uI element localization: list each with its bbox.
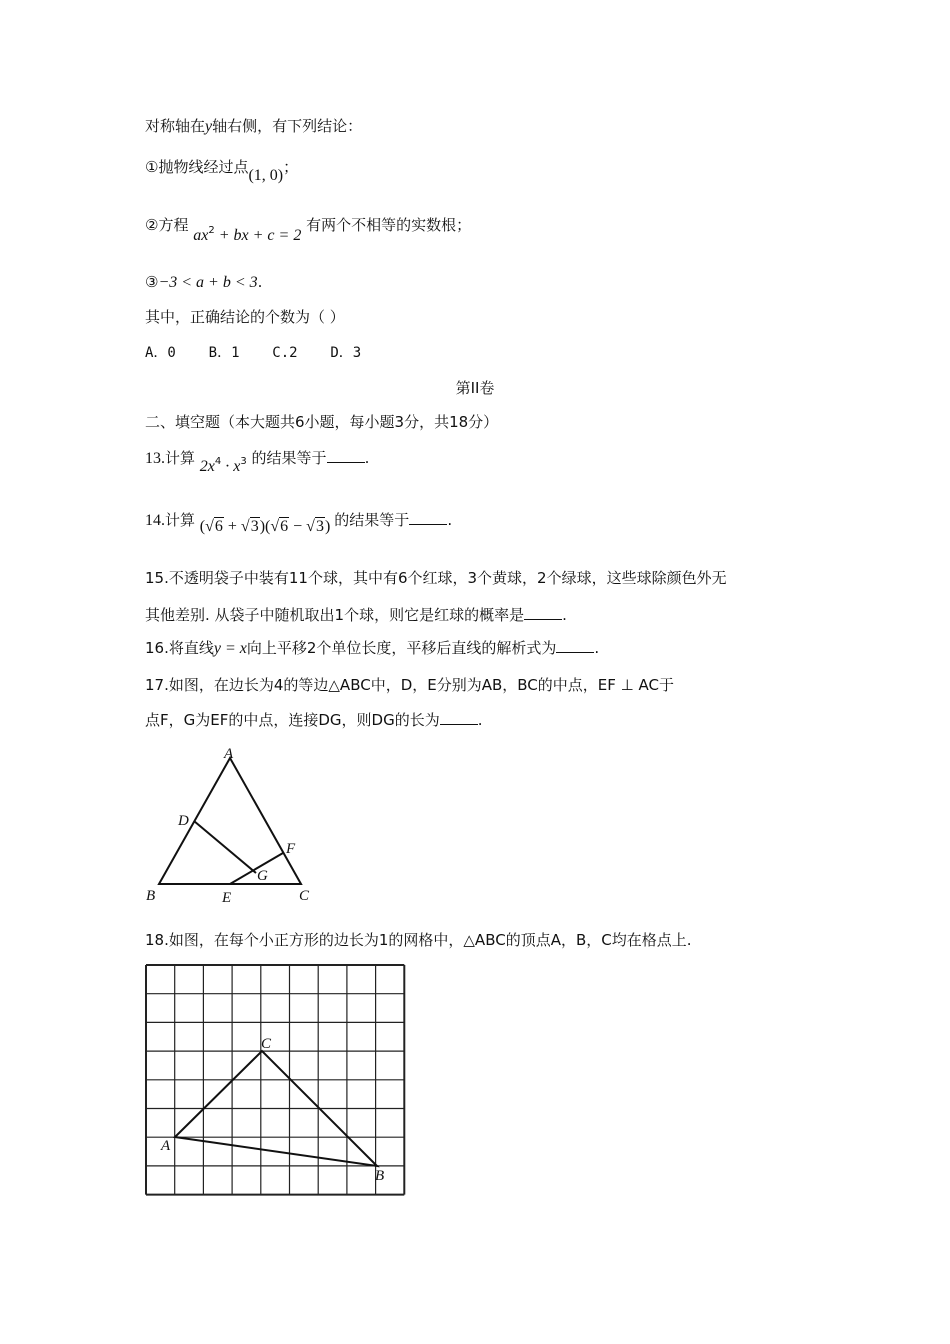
answer-blank-16[interactable] xyxy=(556,638,594,653)
text-line-axis: 对称轴在y轴右侧，有下列结论： xyxy=(145,117,363,135)
question-text: 其中，正确结论的个数为（ ） xyxy=(145,308,345,326)
answer-options xyxy=(145,342,389,363)
answer-blank-15[interactable] xyxy=(524,605,562,620)
label-d: D xyxy=(178,813,189,829)
label-b: B xyxy=(375,1168,385,1184)
question-14: 14.计算 (√6 + √3)(√6 − √3) 的结果等于 . xyxy=(145,511,453,535)
question-15-line2: 其他差别. 从袋子中随机取出1个球，则它是红球的概率是 . xyxy=(145,606,567,624)
answer-blank-14[interactable] xyxy=(409,510,447,525)
label-e: E xyxy=(222,890,232,906)
conclusion-3: ③−3 < a + b < 3. xyxy=(145,273,263,291)
label-f: F xyxy=(286,841,296,857)
option-c: C.2 xyxy=(272,345,298,361)
figure-18-grid xyxy=(140,958,415,1203)
question-17-line1: 17.如图，在边长为4的等边△ABC中，D，E分别为AB，BC的中点，EF ⊥ AC于 xyxy=(145,676,674,694)
conclusion-2: ②方程 $ax^2$ + bx + c = 2 有两个不相等的实数根； xyxy=(145,216,472,244)
label-c: C xyxy=(299,888,310,904)
answer-blank-17[interactable] xyxy=(440,710,478,725)
question-15-line1: 15.不透明袋子中装有11个球，其中有6个红球，3个黄球，2个绿球，这些球除颜色外无 xyxy=(145,569,727,587)
segment-dg xyxy=(194,821,256,873)
conclusion-1: ①抛物线经过点(1, 0)； xyxy=(145,158,299,184)
section-heading: 二、填空题（本大题共6小题，每小题3分，共18分） xyxy=(145,413,499,431)
option-a: A．0 xyxy=(145,345,176,361)
label-g: G xyxy=(257,868,268,884)
question-16: 16.将直线y = x向上平移2个单位长度，平移后直线的解析式为 . xyxy=(145,639,600,657)
label-c: C xyxy=(261,1036,272,1052)
question-17-line2: 点F，G为EF的中点，连接DG，则DG的长为 . xyxy=(145,711,483,729)
label-a: A xyxy=(224,746,234,762)
figure-17-triangle xyxy=(140,740,330,910)
option-d: D．3 xyxy=(330,345,362,361)
question-18: 18.如图，在每个小正方形的边长为1的网格中，△ABC的顶点A，B，C均在格点上. xyxy=(145,931,692,949)
label-a: A xyxy=(161,1138,171,1154)
question-13: 13.计算 $2x^4 \cdot x^3$ 的结果等于 . xyxy=(145,449,370,475)
label-b: B xyxy=(146,888,156,904)
answer-blank-13[interactable] xyxy=(327,448,365,463)
option-b: B．1 xyxy=(208,345,240,361)
section-title: 第II卷 xyxy=(455,379,495,397)
grid-lines xyxy=(146,965,404,1195)
